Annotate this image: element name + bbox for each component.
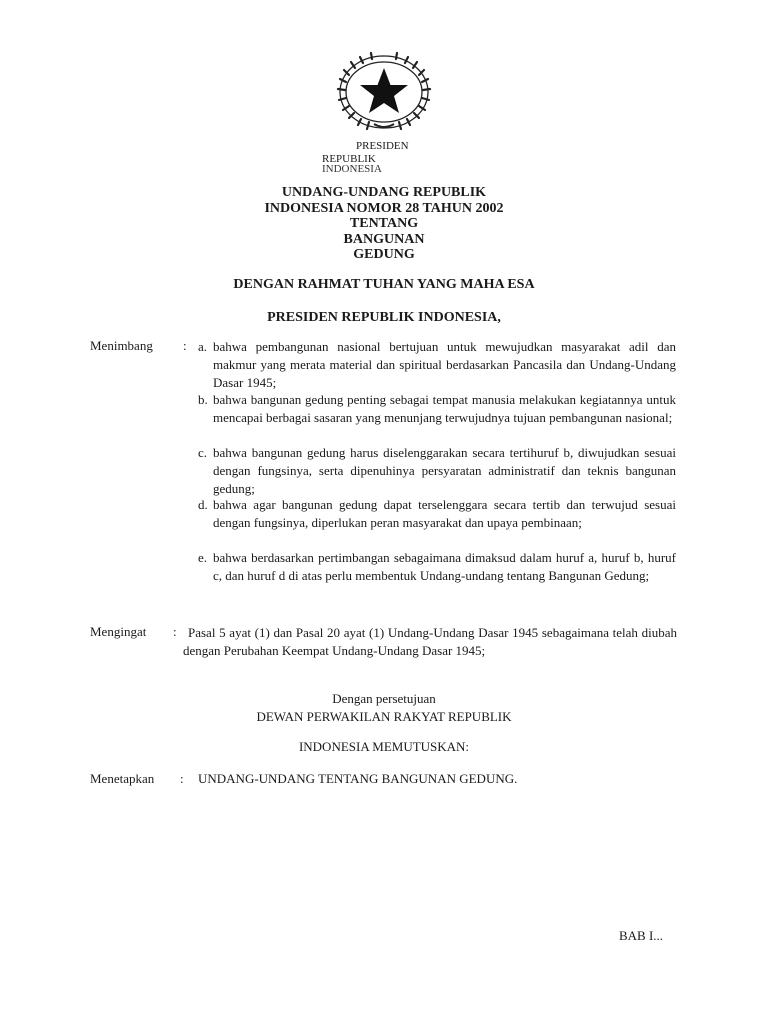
header-indonesia: INDONESIA [322,163,382,175]
menimbang-colon: : [183,338,187,353]
title-line: TENTANG [349,216,419,231]
persetujuan-line1: Dengan persetujuan [332,691,436,706]
item-letter: c. [198,445,208,460]
item-text: bahwa bangunan gedung penting sebagai tempat manusia melakukan kegiatannya untuk mencapai berbagai sasaran yang menunjang terwujudnya tujuan pembangunan nasional; [213,392,676,425]
title-line: GEDUNG [353,247,415,262]
item-text: bahwa bangunan gedung harus diselenggarakan secara tertihuruf b, diwujudkan sesuai dengan fungsinya, serta dipenuhinya persyaratan administratif dan teknis bangunan gedung; [213,445,676,496]
item-text: bahwa pembangunan nasional bertujuan untuk mewujudkan masyarakat adil dan makmur yang merata material dan spiritual berdasarkan Pancasila dan Undang-Undang Dasar 1945; [213,339,676,390]
title-line: BANGUNAN [343,231,425,247]
item-letter: a. [198,339,208,354]
persetujuan-line2: DEWAN PERWAKILAN RAKYAT REPUBLIK [256,709,512,724]
item-letter: e. [198,550,208,565]
item-text: bahwa agar bangunan gedung dapat terselenggara secara tertib dan terwujud sesuai dengan fungsinya, diperlukan peran masyarakat dan upaya pembinaan; [213,497,676,530]
menimbang-item-e [198,549,676,585]
title-line: UNDANG-UNDANG REPUBLIK [281,185,487,200]
title-line: INDONESIA NOMOR 28 TAHUN 2002 [264,200,504,216]
header-republik: REPUBLIK [322,153,376,165]
menimbang-item-b [198,391,676,427]
mengingat-colon: : [173,624,177,639]
menetapkan-colon: : [180,771,184,786]
menetapkan-text: UNDANG-UNDANG TENTANG BANGUNAN GEDUNG. [198,771,518,786]
document-title [0,185,768,263]
item-letter: b. [198,392,208,407]
rahmat-heading: DENGAN RAHMAT TUHAN YANG MAHA ESA [233,277,535,292]
menimbang-label: Menimbang [90,338,153,353]
memutuskan-line: INDONESIA MEMUTUSKAN: [298,739,470,754]
menetapkan-label: Menetapkan [90,771,155,786]
header-presiden: PRESIDEN [356,140,409,152]
mengingat-text: Pasal 5 ayat (1) dan Pasal 20 ayat (1) Undang-Undang Dasar 1945 sebagaimana telah diubah dengan Perubahan Keempat Undang-Undang Dasar 1945; [183,625,677,658]
item-letter: d. [198,497,208,512]
menimbang-item-c [198,444,676,498]
menimbang-item-a [198,338,676,392]
star-seal-icon [334,52,434,132]
item-text: bahwa berdasarkan pertimbangan sebagaimana dimaksud dalam huruf a, huruf b, huruf c, dan huruf d di atas perlu membentuk Undang-undang tentang Bangunan Gedung; [213,550,676,583]
mengingat-label: Mengingat [90,624,147,639]
menimbang-item-d [198,496,676,532]
next-page-indicator: BAB I... [619,928,664,943]
president-heading: PRESIDEN REPUBLIK INDONESIA, [267,310,501,325]
